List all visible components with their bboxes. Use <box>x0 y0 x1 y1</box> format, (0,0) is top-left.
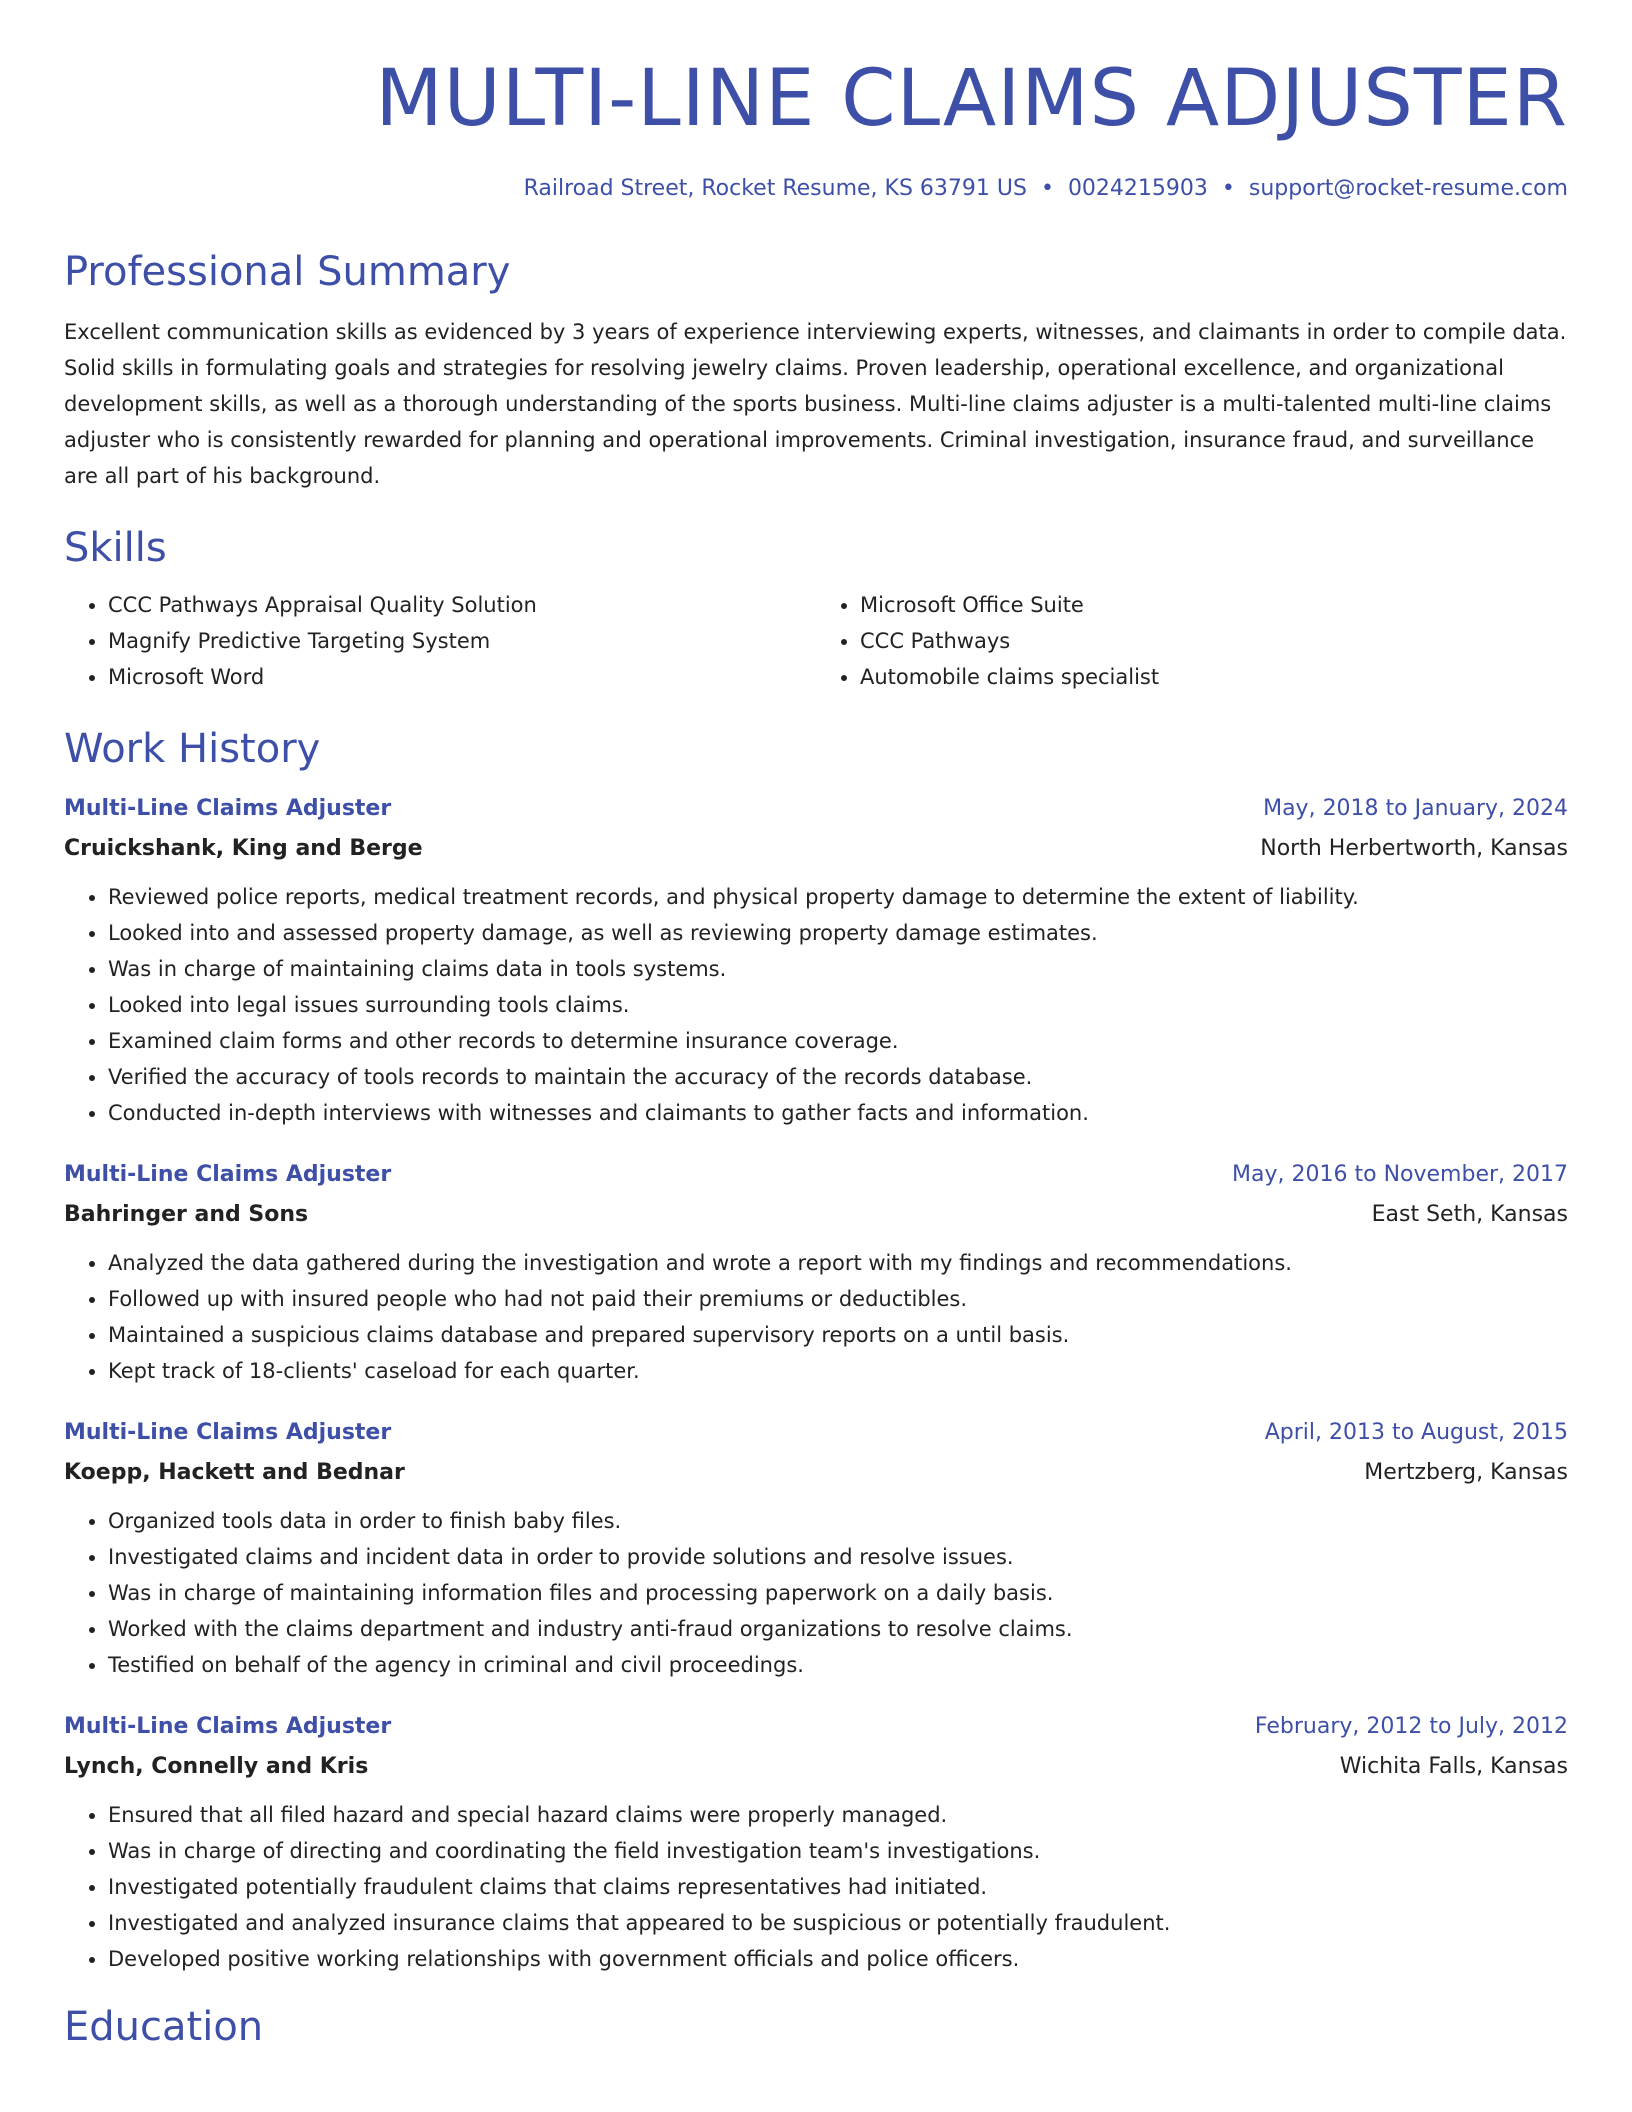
resume-name-heading: MULTI-LINE CLAIMS ADJUSTER <box>375 54 1568 144</box>
education-section-title: Education <box>64 2004 264 2051</box>
resume-page <box>64 0 1568 2049</box>
job-dates: April, 2013 to August, 2015 <box>1264 1420 1568 1446</box>
job-bullet: • Investigated potentially fraudulent claims that claims representatives had initiated. <box>108 1869 1568 1905</box>
job-title: Multi-Line Claims Adjuster <box>64 1420 392 1446</box>
skill-item: • Magnify Predictive Targeting System <box>108 623 816 659</box>
job-bullets <box>64 1245 1568 1389</box>
job-company: Cruickshank, King and Berge <box>64 836 423 862</box>
contact-line <box>64 176 1568 202</box>
job-bullet: • Analyzed the data gathered during the investigation and wrote a report with my findings and recommendations. <box>108 1245 1568 1281</box>
job-bullet: • Followed up with insured people who had not paid their premiums or deductibles. <box>108 1281 1568 1317</box>
job-dates: May, 2016 to November, 2017 <box>1232 1162 1568 1188</box>
job-title: Multi-Line Claims Adjuster <box>64 1714 392 1740</box>
job-title: Multi-Line Claims Adjuster <box>64 796 392 822</box>
work-history-section-title: Work History <box>64 726 321 773</box>
skill-item: • CCC Pathways <box>860 623 1568 659</box>
job-bullet: • Investigated claims and incident data in order to provide solutions and resolve issues. <box>108 1539 1568 1575</box>
job-bullet: • Kept track of 18-clients' caseload for each quarter. <box>108 1353 1568 1389</box>
job-bullet: • Organized tools data in order to finish baby files. <box>108 1503 1568 1539</box>
job-bullet: • Testified on behalf of the agency in criminal and civil proceedings. <box>108 1647 1568 1683</box>
job-bullet: • Maintained a suspicious claims database and prepared supervisory reports on a until basis. <box>108 1317 1568 1353</box>
job-bullet: • Investigated and analyzed insurance claims that appeared to be suspicious or potentially fraudulent. <box>108 1905 1568 1941</box>
skill-item: • Microsoft Office Suite <box>860 587 1568 623</box>
job-entry <box>64 1155 1568 1389</box>
skill-item: • Microsoft Word <box>108 659 816 695</box>
job-bullet: • Was in charge of directing and coordinating the field investigation team's investigations. <box>108 1833 1568 1869</box>
job-bullet: • Was in charge of maintaining information files and processing paperwork on a daily basis. <box>108 1575 1568 1611</box>
job-location: North Herbertworth, Kansas <box>1260 836 1568 862</box>
skills-list <box>64 587 1568 695</box>
job-bullet: • Developed positive working relationships with government officials and police officers. <box>108 1941 1568 1977</box>
job-title-row <box>64 1413 1568 1453</box>
job-bullet: • Looked into and assessed property damage, as well as reviewing property damage estimates. <box>108 915 1568 951</box>
job-bullet: • Verified the accuracy of tools records to maintain the accuracy of the records database. <box>108 1059 1568 1095</box>
contact-phone[interactable]: 0024215903 <box>1067 176 1208 201</box>
job-dates: May, 2018 to January, 2024 <box>1263 796 1568 822</box>
job-title: Multi-Line Claims Adjuster <box>64 1162 392 1188</box>
job-location: Mertzberg, Kansas <box>1364 1460 1568 1486</box>
job-company: Lynch, Connelly and Kris <box>64 1754 369 1780</box>
job-company: Koepp, Hackett and Bednar <box>64 1460 405 1486</box>
skills-column-right <box>816 587 1568 695</box>
job-bullet: • Worked with the claims department and industry anti-fraud organizations to resolve claims. <box>108 1611 1568 1647</box>
contact-separator: • <box>1040 176 1054 201</box>
job-location: Wichita Falls, Kansas <box>1339 1754 1568 1780</box>
job-bullet: • Looked into legal issues surrounding tools claims. <box>108 987 1568 1023</box>
skills-section-title: Skills <box>64 525 167 572</box>
job-company-row <box>64 1453 1568 1493</box>
job-bullet: • Was in charge of maintaining claims data in tools systems. <box>108 951 1568 987</box>
summary-text: Excellent communication skills as evidenced by 3 years of experience interviewing experts, witnesses, and claimants in order to compile data. Solid skills in formulating goals and strategies for resolving jewelry claims. Proven leadership, operational excellence, and organizational development skills, as well as a thorough understanding of the sports business. Multi-line claims adjuster is a multi-talented multi-line claims adjuster who is consistently rewarded for planning and operational improvements. Criminal investigation, insurance fraud, and surveillance are all part of his background. <box>64 320 1567 489</box>
job-bullets <box>64 1503 1568 1683</box>
job-bullet: • Ensured that all filed hazard and special hazard claims were properly managed. <box>108 1797 1568 1833</box>
job-company-row <box>64 1747 1568 1787</box>
job-company: Bahringer and Sons <box>64 1202 309 1228</box>
job-title-row <box>64 1707 1568 1747</box>
job-location: East Seth, Kansas <box>1371 1202 1568 1228</box>
job-bullets <box>64 879 1568 1131</box>
job-bullet: • Reviewed police reports, medical treatment records, and physical property damage to determine the extent of liability. <box>108 879 1568 915</box>
contact-separator: • <box>1221 176 1235 201</box>
job-dates: February, 2012 to July, 2012 <box>1254 1714 1568 1740</box>
job-title-row <box>64 789 1568 829</box>
summary-section-title: Professional Summary <box>64 249 511 296</box>
job-company-row <box>64 829 1568 869</box>
job-entry <box>64 789 1568 1131</box>
skill-item: • CCC Pathways Appraisal Quality Solution <box>108 587 816 623</box>
contact-address: Railroad Street, Rocket Resume, KS 63791 US <box>523 176 1027 201</box>
job-bullets <box>64 1797 1568 1977</box>
job-bullet: • Conducted in-depth interviews with witnesses and claimants to gather facts and information. <box>108 1095 1568 1131</box>
skills-column-left <box>64 587 816 695</box>
job-title-row <box>64 1155 1568 1195</box>
job-entry <box>64 1707 1568 1977</box>
job-bullet: • Examined claim forms and other records to determine insurance coverage. <box>108 1023 1568 1059</box>
contact-email[interactable]: support@rocket-resume.com <box>1248 176 1568 201</box>
job-company-row <box>64 1195 1568 1235</box>
skill-item: • Automobile claims specialist <box>860 659 1568 695</box>
job-entry <box>64 1413 1568 1683</box>
